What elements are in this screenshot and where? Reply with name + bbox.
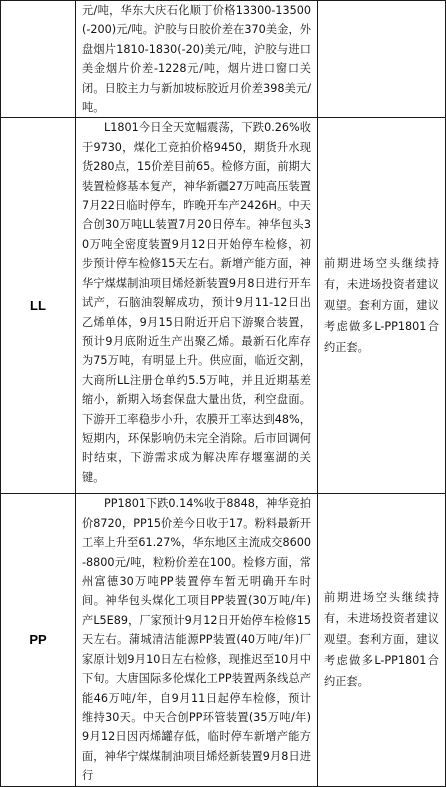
advice-text: 前期进场空头继续持有，未进场投资者建议观望。套利方面，建议考虑做多L-PP1801合约正套。 [324, 591, 439, 689]
analysis-text: 元/吨，华东大庆石化顺丁价格13300-13500(-200)元/吨。沪胶与日胶价差在370美金，外盘烟片1810-1830(-20)美元/吨，沪胶与进口美金烟片价差-1228元/吨，烟片进口窗口关闭。日胶主力与新加坡标胶近月价差398美元/吨。 [82, 4, 311, 115]
advice-cell [318, 1, 446, 118]
table-row [1, 1, 446, 118]
analysis-cell [76, 494, 318, 786]
category-cell: PP [1, 494, 76, 786]
category-cell [1, 1, 76, 118]
table-row [1, 118, 446, 494]
analysis-text: PP1801下跌0.14%收于8848，神华竞拍价8720，PP15价差今日收于17。粉料最新开工率上升至61.27%，华东地区主流成交8600-8800元/吨，粒粉价差在100。检修方面，常州富德30万吨PP装置停车暂无明确开车时间。神华包头煤化工项目PP装置(30万吨/年)产L5E89，厂家预计9月12日开始停车检修15天左右。蒲城清洁能源PP装置(40万吨/年)厂家原计划9月10日左右检修，现推迟至10月中下旬。大唐国际多伦煤化工PP装置两条线总产能46万吨/年，自9月11日起停车检修，预计维持30天。中天合创PP环管装置(35万吨/年)9月12日因丙烯罐存低，临时停车新增产能方面，神华宁煤煤制油项目烯烃新装置9月8日进行 [82, 497, 311, 783]
analysis-cell [76, 1, 318, 118]
advice-cell [318, 118, 446, 494]
category-cell: LL [1, 118, 76, 494]
analysis-text: L1801今日全天宽幅震荡，下跌0.26%收于9730，煤化工竞拍价格9450，期货升水现货280点，15价差目前65。检修方面，前期大装置检修基本复产，神华新疆27万吨高压装置7月22日临时停车，昨晚开车产2426H。中天合创30万吨LL装置7月20日停车。神华包头30万吨全密度装置9月12日开始停车检修，初步预计停车检修15天左右。新增产能方面，神华宁煤煤制油项目烯烃新装置9月8日进行开车试产，石脑油裂解成功，预计9月11-12日出乙烯单体，9月15日附近开启下游聚合装置，预计9月底附近生产出聚乙烯。最新石化库存为75万吨，有明显上升。供应面，临近交割，大商所LL注册仓单约5.5万吨，并且近期基差缩小，新期入场套保盘大量出货，利空盘面。下游开工率稳步小升，农膜开工率达到48%，短期内，环保影响仍未完全消除。后市回调何时结束，下游需求成为解决库存堰塞湖的关键。 [82, 121, 311, 484]
advice-cell [318, 494, 446, 786]
table-row [1, 494, 446, 786]
analysis-cell [76, 118, 318, 494]
advice-text: 前期进场空头继续持有，未进场投资者建议观望。套利方面，建议考虑做多L-PP1801合约正套。 [324, 257, 439, 355]
